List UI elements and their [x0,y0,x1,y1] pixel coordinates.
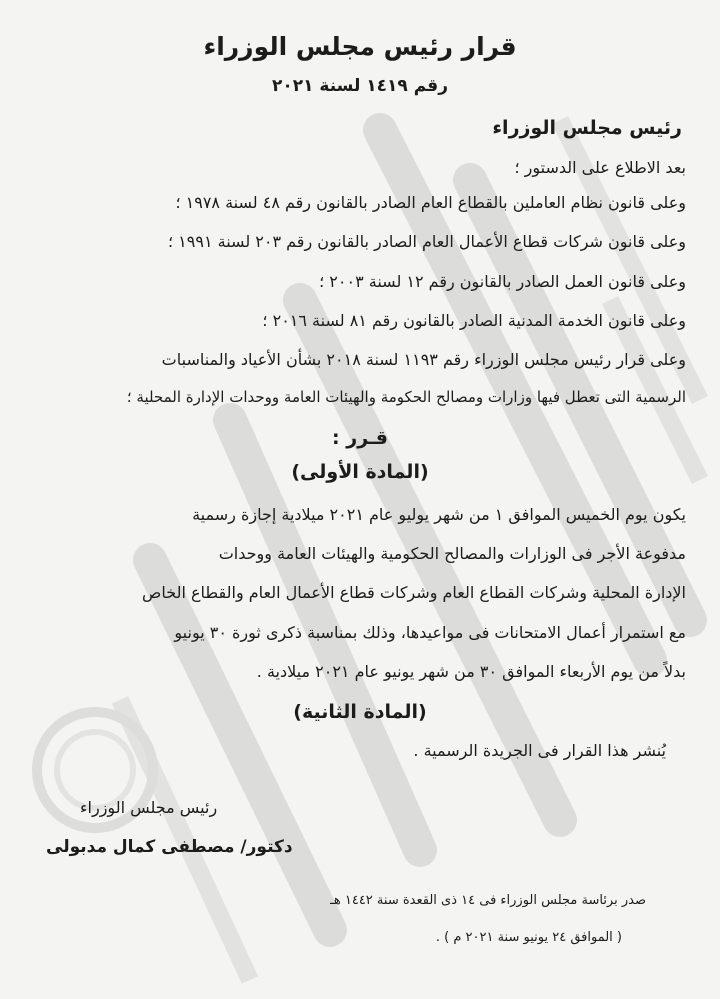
article-one-line: الإدارة المحلية وشركات القطاع العام وشركات قطاع الأعمال العام والقطاع الخاص [142,583,686,602]
article-one-line: مع استمرار أعمال الامتحانات فى مواعيدها، وذلك بمناسبة ذكرى ثورة ٣٠ يونيو [174,623,686,642]
preamble-line: وعلى قرار رئيس مجلس الوزراء رقم ١١٩٣ لسنة ٢٠١٨ بشأن الأعياد والمناسبات [161,350,686,369]
article-one-line: يكون يوم الخميس الموافق ١ من شهر يوليو عام ٢٠٢١ ميلادية إجازة رسمية [192,505,686,524]
signatory-title: رئيس مجلس الوزراء [80,798,218,817]
preamble-line: وعلى قانون شركات قطاع الأعمال العام الصادر بالقانون رقم ٢٠٣ لسنة ١٩٩١ ؛ [168,232,686,251]
preamble-line: وعلى قانون نظام العاملين بالقطاع العام الصادر بالقانون رقم ٤٨ لسنة ١٩٧٨ ؛ [175,193,686,212]
article-one-line: بدلاً من يوم الأربعاء الموافق ٣٠ من شهر يونيو عام ٢٠٢١ ميلادية . [256,662,686,681]
preamble-line: وعلى قانون العمل الصادر بالقانون رقم ١٢ لسنة ٢٠٠٣ ؛ [319,272,686,291]
decree-title: قرار رئيس مجلس الوزراء [203,32,517,61]
issuer-heading: رئيس مجلس الوزراء [492,117,682,139]
preamble-line: وعلى قانون الخدمة المدنية الصادر بالقانون رقم ٨١ لسنة ٢٠١٦ ؛ [262,311,686,330]
decided-label: قـرر : [332,427,388,449]
signatory-name: دكتور/ مصطفى كمال مدبولى [46,837,293,857]
article-one-line: مدفوعة الأجر فى الوزارات والمصالح الحكومية والهيئات العامة ووحدات [218,544,686,563]
issue-date-gregorian: ( الموافق ٢٤ يونيو سنة ٢٠٢١ م ) . [435,930,622,945]
article-two-text: يُنشر هذا القرار فى الجريدة الرسمية . [413,741,666,760]
article-one-heading: (المادة الأولى) [291,461,429,483]
preamble-line: بعد الاطلاع على الدستور ؛ [514,158,686,177]
preamble-line: الرسمية التى تعطل فيها وزارات ومصالح الحكومة والهيئات العامة ووحدات الإدارة المحلية ؛ [126,388,686,406]
decree-number: رقم ١٤١٩ لسنة ٢٠٢١ [272,76,448,96]
article-two-heading: (المادة الثانية) [293,701,427,723]
issue-date-hijri: صدر برئاسة مجلس الوزراء فى ١٤ ذى القعدة سنة ١٤٤٢ هـ [330,893,646,908]
